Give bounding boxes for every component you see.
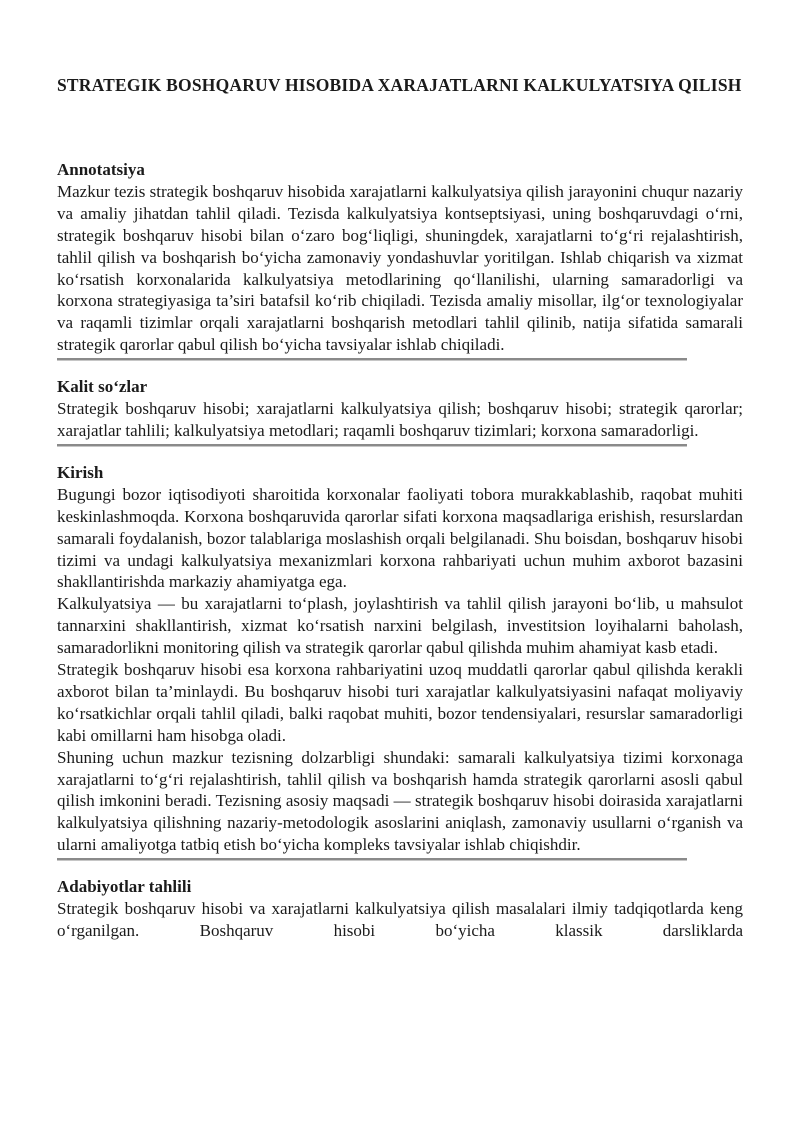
- section-divider-rule: [57, 858, 687, 860]
- document-section: [57, 876, 743, 942]
- section-divider-rule: [57, 444, 687, 446]
- section-heading: Kirish: [57, 462, 104, 482]
- document-section: [57, 159, 743, 360]
- paragraph: Kalkulyatsiya — bu xarajatlarni to‘plash, joylashtirish va tahlil qilish jarayoni bo‘lib, u mahsulot tannarxini shakllantirish, xizmat ko‘rsatish narxini belgilash, investitsion loyihalarni baholash, samaradorlikni monitoring qilish va strategik qarorlar qabul qilishda muhim ahamiyat kasb etadi.: [57, 594, 743, 658]
- paragraph: Strategik boshqaruv hisobi; xarajatlarni kalkulyatsiya qilish; boshqaruv hisobi; strategik qarorlar; xarajatlar tahlili; kalkulyatsiya metodlari; raqamli boshqaruv tizimlari; korxona samaradorligi.: [57, 399, 743, 440]
- document-body: [57, 159, 743, 942]
- section-heading: Annotatsiya: [57, 160, 145, 179]
- section-paragraphs: [57, 898, 743, 942]
- paragraph: Bugungi bozor iqtisodiyoti sharoitida korxonalar faoliyati tobora murakkablashib, raqobat muhiti keskinlashmoqda. Korxona boshqaruvida qarorlar sifati korxona maqsadlariga erishish, resurslardan samarali foydalanish, bozor talablariga moslashish orqali belgilanadi. Shu boisdan, boshqaruv hisobi tizimi va undagi kalkulyatsiya mexanizmlari korxona rahbariyati uchun muhim axborot bazasini shakllantirishda markaziy ahamiyatga ega.: [57, 484, 743, 592]
- section-paragraphs: [57, 181, 743, 356]
- paragraph: Strategik boshqaruv hisobi esa korxona rahbariyatini uzoq muddatli qarorlar qabul qilishda kerakli axborot bilan ta’minlaydi. Bu boshqaruv hisobi turi xarajatlar kalkulyatsiyasini nafaqat moliyaviy ko‘rsatkichlar orqali tahlil qiladi, balki raqobat muhiti, bozor tendensiyalari, resurslar samaradorligi kabi omillarni ham hisobga oladi.: [57, 660, 743, 745]
- paragraph: Mazkur tezis strategik boshqaruv hisobida xarajatlarni kalkulyatsiya qilish jarayonini chuqur nazariy va amaliy jihatdan tahlil qiladi. Tezisda kalkulyatsiya kontseptsiyasi, uning boshqaruvdagi o‘rni, strategik boshqaruv hisobi bilan o‘zaro bog‘liqligi, shuningdek, xarajatlarni to‘g‘ri rejalashtirish, tahlil qilish va boshqarish bo‘yicha zamonaviy yondashuvlar yoritilgan. Ishlab chiqarish va xizmat ko‘rsatish korxonalarida kalkulyatsiya metodlarining qo‘llanilishi, ularning samaradorligi va korxona strategiyasiga ta’siri batafsil ko‘rib chiqiladi. Tezisda amaliy misollar, ilg‘or texnologiyalar va raqamli tizimlar orqali xarajatlarni boshqarish metodlari tahlil qilinib, natija sifatida samarali strategik qarorlar qabul qilish bo‘yicha tavsiyalar ishlab chiqiladi.: [57, 181, 743, 355]
- section-heading: Adabiyotlar tahlili: [57, 877, 192, 897]
- section-divider-rule: [57, 358, 687, 360]
- document-title: STRATEGIK BOSHQARUV HISOBIDA XARAJATLARNI KALKULYATSIYA QILISH: [57, 75, 742, 95]
- section-heading: Kalit so‘zlar: [57, 377, 148, 397]
- section-paragraphs: [57, 484, 743, 856]
- document-section: [57, 462, 743, 860]
- section-paragraphs: [57, 398, 743, 442]
- paragraph: Strategik boshqaruv hisobi va xarajatlarni kalkulyatsiya qilish masalalari ilmiy tadqiqotlarda keng o‘rganilgan. Boshqaruv hisobi bo‘yicha klassik darsliklarda: [57, 899, 743, 940]
- paragraph: Shuning uchun mazkur tezisning dolzarbligi shundaki: samarali kalkulyatsiya tizimi korxonaga xarajatlarni to‘g‘ri rejalashtirish, tahlil qilish va boshqarish hamda strategik qarorlarni asosli qabul qilish imkonini beradi. Tezisning asosiy maqsadi — strategik boshqaruv hisobi doirasida xarajatlarni kalkulyatsiya qilishning nazariy-metodologik asoslarini aniqlash, zamonaviy usullarni o‘rganish va ularni amaliyotga tatbiq etish bo‘yicha kompleks tavsiyalar ishlab chiqishdir.: [57, 747, 743, 855]
- document-section: [57, 376, 743, 446]
